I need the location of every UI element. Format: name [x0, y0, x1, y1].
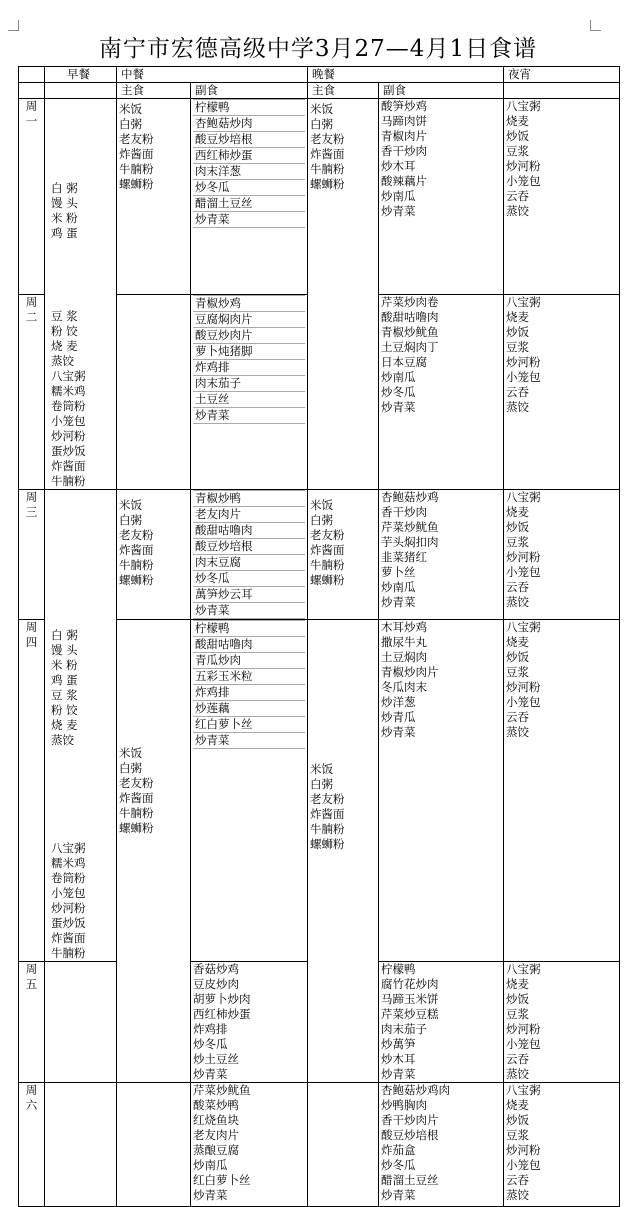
menu-item: 蒸饺 — [506, 725, 529, 739]
header-lunch-staple: 主食 — [117, 83, 191, 99]
menu-item: 豆浆 — [506, 1128, 529, 1142]
menu-item: 螺蛳粉 — [119, 177, 154, 191]
header-breakfast: 早餐 — [45, 67, 117, 83]
menu-item: 炒河粉 — [506, 1022, 541, 1036]
day-label: 周 五 — [19, 962, 45, 1083]
menu-item: 白粥 — [310, 117, 333, 131]
menu-item: 炸鸡排 — [193, 359, 305, 375]
breakfast-cell — [45, 962, 117, 1083]
menu-item: 青瓜炒肉 — [193, 652, 305, 668]
menu-item: 牛腩粉 — [119, 806, 154, 820]
menu-item: 五彩玉米粒 — [193, 668, 305, 684]
menu-item: 炸酱面 — [310, 543, 345, 557]
menu-item: 蒸饺 — [506, 204, 529, 218]
menu-item: 八宝粥 — [51, 369, 86, 383]
menu-item: 小笼包 — [506, 695, 541, 709]
menu-item: 炸酱面 — [51, 459, 86, 473]
page-corner-mark — [590, 20, 601, 31]
menu-item: 醋溜土豆丝 — [193, 195, 305, 211]
menu-item: 芹菜炒鱿鱼 — [381, 520, 439, 534]
menu-item: 酸豆炒培根 — [193, 131, 305, 147]
menu-item: 青椒炒鱿鱼 — [381, 324, 439, 339]
menu-item: 牛腩粉 — [310, 162, 345, 176]
menu-item: 小笼包 — [506, 1158, 541, 1172]
day-label: 周 四 — [19, 620, 45, 962]
menu-item: 烧麦 — [506, 505, 529, 519]
night-cell — [504, 294, 620, 490]
menu-item: 红白萝卜丝 — [193, 716, 305, 732]
menu-item: 炒饭 — [506, 650, 529, 664]
breakfast-list — [47, 628, 114, 748]
menu-item: 炸酱面 — [119, 543, 154, 557]
lunch-staple-cell — [117, 99, 191, 295]
menu-item: 醋溜土豆丝 — [381, 1173, 439, 1187]
menu-item: 白粥 — [119, 117, 142, 131]
dinner-side-cell — [379, 294, 504, 490]
menu-item: 红烧鱼块 — [193, 1113, 239, 1127]
menu-item: 螺蛳粉 — [310, 573, 345, 587]
menu-item: 老友粉 — [310, 792, 345, 806]
menu-item: 烧麦 — [506, 977, 529, 991]
lunch-side-cell — [191, 620, 308, 962]
menu-item: 八宝粥 — [51, 841, 86, 855]
menu-item: 炒冬瓜 — [193, 570, 305, 586]
menu-item: 牛腩粉 — [119, 162, 154, 176]
menu-item: 白 粥 — [51, 181, 78, 195]
menu-item: 云吞 — [506, 710, 529, 724]
menu-item: 炸酱面 — [51, 931, 86, 945]
menu-item: 炒土豆丝 — [193, 1052, 239, 1066]
menu-item: 炒冬瓜 — [381, 384, 416, 399]
breakfast-list — [47, 309, 114, 489]
lunch-side-cell — [191, 1083, 308, 1207]
breakfast-cell — [45, 490, 117, 962]
lunch-staple-cell — [117, 490, 191, 620]
lunch-staple-cell — [117, 1083, 191, 1207]
menu-item: 蒸饺 — [51, 733, 74, 747]
menu-item: 白粥 — [310, 777, 333, 791]
menu-item: 马蹄肉饼 — [381, 114, 427, 128]
header-lunch-side: 副食 — [191, 83, 308, 99]
menu-item: 蒸饺 — [506, 595, 529, 609]
menu-item: 老友粉 — [119, 132, 154, 146]
menu-item: 小笼包 — [51, 414, 86, 428]
menu-item: 冬瓜肉末 — [381, 680, 427, 694]
breakfast-cell — [45, 1083, 117, 1207]
menu-item: 馒 头 — [51, 643, 78, 657]
menu-item: 糯米鸡 — [51, 856, 86, 870]
menu-item: 青椒炒鸭 — [193, 490, 305, 506]
menu-item: 老友肉片 — [193, 1128, 239, 1142]
menu-item: 炸酱面 — [119, 147, 154, 161]
menu-item: 炒饭 — [506, 1113, 529, 1127]
menu-item: 小笼包 — [51, 886, 86, 900]
menu-item: 萝卜炖猪脚 — [193, 343, 305, 359]
menu-item: 炒萬笋 — [381, 1037, 416, 1051]
menu-item: 老友肉片 — [193, 506, 305, 522]
menu-item: 蒸饺 — [506, 399, 529, 414]
lunch-side-cell — [191, 962, 308, 1083]
menu-item: 牛腩粉 — [119, 558, 154, 572]
menu-item: 炒饭 — [506, 324, 529, 339]
menu-item: 炒河粉 — [506, 550, 541, 564]
menu-item: 蒸酿豆腐 — [193, 1143, 239, 1157]
dinner-staple-cell — [308, 99, 379, 490]
menu-item: 八宝粥 — [506, 294, 541, 309]
menu-item: 豆 浆 — [51, 688, 78, 702]
breakfast-list — [47, 841, 114, 961]
menu-item: 炸鸡排 — [193, 684, 305, 700]
menu-item: 炒饭 — [506, 129, 529, 143]
menu-item: 炒木耳 — [381, 159, 416, 173]
menu-item: 米饭 — [310, 102, 333, 116]
dinner-side-cell — [379, 490, 504, 620]
night-cell — [504, 620, 620, 962]
menu-item: 八宝粥 — [506, 490, 541, 504]
menu-item: 香干炒肉 — [381, 144, 427, 158]
menu-item: 酸笋炒鸡 — [381, 99, 427, 113]
menu-item: 杏鲍菇炒鸡 — [381, 490, 439, 504]
menu-item: 炒青菜 — [381, 1188, 416, 1202]
menu-item: 肉末洋葱 — [193, 163, 305, 179]
menu-item: 日本豆腐 — [381, 354, 427, 369]
menu-item: 香干炒肉片 — [381, 1113, 439, 1127]
lunch-side-cell — [191, 490, 308, 620]
menu-item: 豆 浆 — [51, 309, 78, 323]
menu-item: 粉 饺 — [51, 703, 78, 717]
day-label: 周 二 — [19, 294, 45, 490]
menu-item: 米 粉 — [51, 211, 78, 225]
menu-item: 牛腩粉 — [51, 474, 86, 488]
menu-item: 蛋炒饭 — [51, 916, 86, 930]
menu-item: 白 粥 — [51, 628, 78, 642]
menu-item: 白粥 — [119, 513, 142, 527]
menu-item: 云吞 — [506, 189, 529, 203]
menu-item: 卷筒粉 — [51, 871, 86, 885]
menu-item: 烧麦 — [506, 114, 529, 128]
header-dinner-staple: 主食 — [308, 83, 379, 99]
menu-item: 炒河粉 — [51, 901, 86, 915]
menu-item: 炒南瓜 — [193, 1158, 228, 1172]
page-title: 南宁市宏德高级中学3月27—4月1日食谱 — [98, 36, 538, 62]
menu-item: 米饭 — [119, 102, 142, 116]
header-dinner: 晚餐 — [308, 67, 504, 83]
menu-item: 炒莲藕 — [193, 700, 305, 716]
menu-item: 烧麦 — [506, 635, 529, 649]
menu-item: 炒青菜 — [193, 1188, 228, 1202]
night-cell — [504, 1083, 620, 1207]
menu-item: 老友粉 — [119, 776, 154, 790]
menu-item: 柠檬鸭 — [381, 962, 416, 976]
menu-item: 柠檬鸭 — [193, 620, 305, 636]
menu-item: 芋头焖扣肉 — [381, 535, 439, 549]
menu-item: 小笼包 — [506, 565, 541, 579]
menu-item: 酸菜炒鸭 — [193, 1098, 239, 1112]
menu-item: 炒河粉 — [506, 1143, 541, 1157]
page-corner-mark — [8, 20, 19, 31]
menu-item: 炸酱面 — [310, 147, 345, 161]
menu-item: 炒洋葱 — [381, 695, 416, 709]
lunch-staple-cell — [117, 620, 191, 1083]
menu-item: 炒青菜 — [193, 1067, 228, 1081]
header-dinner-side: 副食 — [379, 83, 504, 99]
menu-item: 芹菜炒鱿鱼 — [193, 1083, 251, 1097]
menu-item: 肉末茄子 — [193, 375, 305, 391]
menu-item: 云吞 — [506, 1173, 529, 1187]
menu-item: 牛腩粉 — [310, 558, 345, 572]
menu-item: 腐竹花炒肉 — [381, 977, 439, 991]
menu-item: 酸甜咕噜肉 — [193, 636, 305, 652]
menu-item: 炸茄盒 — [381, 1143, 416, 1157]
menu-item: 米饭 — [119, 498, 142, 512]
menu-item: 马蹄玉米饼 — [381, 992, 439, 1006]
menu-item: 炒木耳 — [381, 1052, 416, 1066]
menu-item: 豆浆 — [506, 665, 529, 679]
menu-item: 八宝粥 — [506, 99, 541, 113]
menu-item: 蛋炒饭 — [51, 444, 86, 458]
menu-item: 芹菜炒肉卷 — [381, 294, 439, 309]
menu-item: 杏鲍菇炒肉 — [193, 115, 305, 131]
menu-item: 烧麦 — [506, 1098, 529, 1112]
night-cell — [504, 962, 620, 1083]
menu-item: 韭菜猪红 — [381, 550, 427, 564]
menu-item: 小笼包 — [506, 174, 541, 188]
menu-item: 青椒炒肉片 — [381, 665, 439, 679]
menu-item: 炒河粉 — [51, 429, 86, 443]
menu-item: 胡萝卜炒肉 — [193, 992, 251, 1006]
menu-item: 牛腩粉 — [51, 946, 86, 960]
menu-table — [18, 66, 620, 1207]
menu-item: 木耳炒鸡 — [381, 620, 427, 634]
day-label: 周 一 — [19, 99, 45, 295]
menu-item: 炒青菜 — [381, 1067, 416, 1081]
menu-item: 炒河粉 — [506, 680, 541, 694]
header-night: 夜宵 — [504, 67, 620, 83]
menu-item: 炒冬瓜 — [193, 179, 305, 195]
menu-item: 老友粉 — [119, 528, 154, 542]
menu-item: 鸡 蛋 — [51, 226, 78, 240]
menu-item: 云吞 — [506, 1052, 529, 1066]
menu-item: 小笼包 — [506, 369, 541, 384]
menu-item: 螺蛳粉 — [310, 837, 345, 851]
menu-item: 炒河粉 — [506, 354, 541, 369]
menu-item: 云吞 — [506, 580, 529, 594]
menu-item: 炒青菜 — [381, 399, 416, 414]
menu-item: 炒青菜 — [193, 732, 305, 749]
menu-item: 豆皮炒肉 — [193, 977, 239, 991]
menu-item: 云吞 — [506, 384, 529, 399]
menu-item: 蒸饺 — [51, 354, 74, 368]
menu-item: 炒冬瓜 — [381, 1158, 416, 1172]
dinner-staple-cell — [308, 490, 379, 620]
menu-item: 豆浆 — [506, 535, 529, 549]
menu-item: 酸甜咕噜肉 — [381, 309, 439, 324]
lunch-staple-cell — [117, 294, 191, 490]
menu-item: 西红柿炒蛋 — [193, 1007, 251, 1021]
lunch-side-cell — [191, 294, 308, 490]
menu-item: 土豆焖肉 — [381, 650, 427, 664]
menu-item: 撒尿牛丸 — [381, 635, 427, 649]
menu-item: 香菇炒鸡 — [193, 962, 239, 976]
menu-item: 酸辣藕片 — [381, 174, 427, 188]
header-lunch: 中餐 — [117, 67, 308, 83]
menu-item: 八宝粥 — [506, 962, 541, 976]
menu-item: 八宝粥 — [506, 1083, 541, 1097]
menu-item: 白粥 — [310, 513, 333, 527]
menu-item: 蒸饺 — [506, 1188, 529, 1202]
menu-item: 炸酱面 — [119, 791, 154, 805]
menu-item: 酸豆炒肉片 — [193, 327, 305, 343]
menu-item: 炒河粉 — [506, 159, 541, 173]
breakfast-cell — [45, 99, 117, 490]
dinner-side-cell — [379, 962, 504, 1083]
menu-item: 炸酱面 — [310, 807, 345, 821]
menu-item: 炒青菜 — [193, 407, 305, 424]
menu-item: 米饭 — [119, 746, 142, 760]
night-cell — [504, 490, 620, 620]
menu-item: 鸡 蛋 — [51, 673, 78, 687]
menu-item: 小笼包 — [506, 1037, 541, 1051]
menu-item: 蒸饺 — [506, 1067, 529, 1081]
menu-item: 米 粉 — [51, 658, 78, 672]
menu-item: 萝卜丝 — [381, 565, 416, 579]
menu-item: 炒饭 — [506, 992, 529, 1006]
menu-item: 螺蛳粉 — [119, 821, 154, 835]
breakfast-list — [47, 181, 114, 241]
night-cell — [504, 99, 620, 295]
menu-item: 螺蛳粉 — [119, 573, 154, 587]
menu-item: 青椒炒鸡 — [193, 295, 305, 311]
menu-item: 香干炒肉 — [381, 505, 427, 519]
menu-item: 老友粉 — [310, 132, 345, 146]
menu-item: 米饭 — [310, 762, 333, 776]
menu-item: 炸鸡排 — [193, 1022, 228, 1036]
menu-item: 烧 麦 — [51, 718, 78, 732]
menu-item: 土豆丝 — [193, 391, 305, 407]
menu-item: 肉末茄子 — [381, 1022, 427, 1036]
dinner-side-cell — [379, 99, 504, 295]
menu-item: 糯米鸡 — [51, 384, 86, 398]
menu-item: 豆浆 — [506, 1007, 529, 1021]
menu-item: 炒青菜 — [381, 204, 416, 218]
menu-item: 米饭 — [310, 498, 333, 512]
menu-item: 萬笋炒云耳 — [193, 586, 305, 602]
menu-item: 炒冬瓜 — [193, 1037, 228, 1051]
menu-item: 炒青瓜 — [381, 710, 416, 724]
menu-item: 酸豆炒培根 — [381, 1128, 439, 1142]
menu-item: 烧麦 — [506, 309, 529, 324]
menu-item: 炒青菜 — [381, 725, 416, 739]
menu-item: 馒 头 — [51, 196, 78, 210]
menu-item: 豆浆 — [506, 339, 529, 354]
menu-item: 豆浆 — [506, 144, 529, 158]
menu-item: 牛腩粉 — [310, 822, 345, 836]
menu-item: 炒青菜 — [193, 602, 305, 619]
dinner-staple-cell — [308, 620, 379, 1083]
dinner-side-cell — [379, 1083, 504, 1207]
dinner-staple-cell — [308, 1083, 379, 1207]
dinner-side-cell — [379, 620, 504, 962]
menu-item: 白粥 — [119, 761, 142, 775]
menu-item: 烧 麦 — [51, 339, 78, 353]
day-label: 周 三 — [19, 490, 45, 620]
menu-item: 酸豆炒培根 — [193, 538, 305, 554]
menu-item: 老友粉 — [310, 528, 345, 542]
menu-item: 西红柿炒蛋 — [193, 147, 305, 163]
menu-item: 炒南瓜 — [381, 580, 416, 594]
menu-item: 肉末豆腐 — [193, 554, 305, 570]
menu-item: 杏鲍菇炒鸡肉 — [381, 1083, 450, 1097]
menu-item: 豆腐焖肉片 — [193, 311, 305, 327]
menu-item: 土豆焖肉丁 — [381, 339, 439, 354]
menu-item: 炒青菜 — [381, 595, 416, 609]
menu-item: 炒青菜 — [193, 211, 305, 228]
menu-item: 酸甜咕噜肉 — [193, 522, 305, 538]
menu-item: 螺蛳粉 — [310, 177, 345, 191]
menu-item: 炒饭 — [506, 520, 529, 534]
menu-item: 红白萝卜丝 — [193, 1173, 251, 1187]
corner-cell — [19, 67, 45, 83]
menu-item: 芹菜炒豆糕 — [381, 1007, 439, 1021]
menu-item: 炒南瓜 — [381, 189, 416, 203]
menu-item: 炒鸭胸肉 — [381, 1098, 427, 1112]
day-label: 周 六 — [19, 1083, 45, 1207]
menu-item: 柠檬鸭 — [193, 99, 305, 115]
menu-item: 炒南瓜 — [381, 369, 416, 384]
menu-item: 卷筒粉 — [51, 399, 86, 413]
lunch-side-cell — [191, 99, 308, 295]
menu-item: 八宝粥 — [506, 620, 541, 634]
menu-item: 青椒肉片 — [381, 129, 427, 143]
menu-item: 粉 饺 — [51, 324, 78, 338]
